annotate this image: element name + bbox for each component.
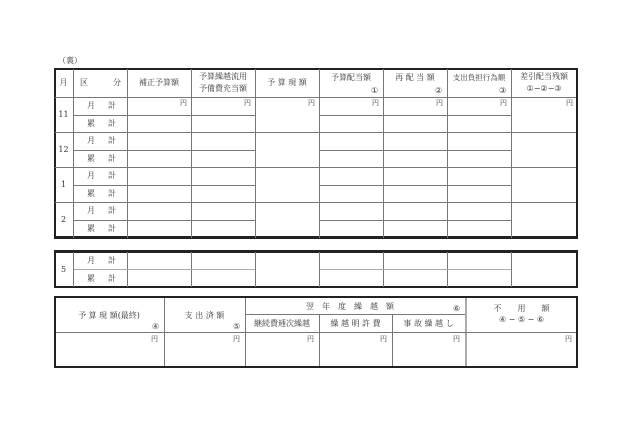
grid-line	[55, 202, 576, 203]
header-commitment-mark: ③	[499, 86, 507, 95]
header-commitment: 支出負担行為額	[452, 73, 506, 82]
grid-line	[255, 252, 256, 287]
grid-line	[320, 269, 511, 270]
row-label-cumulative: 累	[87, 189, 95, 198]
grid-line	[383, 69, 384, 238]
header-transfer-line1: 予算繰越流用	[199, 72, 247, 81]
row-label-cumulative: 計	[108, 119, 116, 128]
month-2: 2	[60, 215, 67, 224]
header-final-budget: 予 算 現 額(最終)	[78, 311, 140, 320]
row-label-monthly: 月	[87, 206, 95, 215]
row-label-monthly: 計	[108, 136, 116, 145]
yen-unit: 円	[244, 99, 251, 107]
row-label-monthly: 計	[108, 101, 116, 110]
header-unused: 不 用 額	[493, 304, 550, 313]
yen-unit: 円	[372, 99, 379, 107]
month-11: 11	[58, 110, 69, 119]
grid-line	[447, 69, 448, 238]
grid-line	[320, 185, 511, 186]
header-unused-formula: ④ − ⑤ − ⑥	[498, 315, 545, 324]
row-label-monthly: 月	[87, 256, 95, 265]
grid-line	[511, 252, 512, 287]
header-reallocation-mark: ②	[435, 86, 443, 95]
row-label-cumulative: 累	[87, 274, 95, 283]
yen-unit: 円	[151, 335, 158, 343]
yen-unit: 円	[566, 99, 573, 107]
header-balance-line2: ①−②−③	[526, 84, 562, 93]
yen-unit: 円	[500, 99, 507, 107]
header-reallocation: 再 配 当 額	[395, 73, 435, 82]
grid-line	[73, 69, 74, 238]
row-label-monthly: 計	[108, 206, 116, 215]
header-supplementary-budget: 補正予算額	[139, 78, 179, 87]
grid-line	[191, 69, 192, 238]
header-transfer-line2: 予備費充当額	[199, 84, 247, 93]
yen-unit: 円	[565, 335, 572, 343]
grid-line	[74, 150, 255, 151]
yen-unit: 円	[307, 335, 314, 343]
header-accident-carryover: 事 故 繰 越 し	[403, 319, 454, 328]
grid-line	[246, 314, 465, 315]
yen-unit: 円	[453, 335, 460, 343]
row-label-monthly: 計	[108, 171, 116, 180]
row-label-cumulative: 計	[108, 154, 116, 163]
header-carryover: 翌 年 度 繰 越 額	[306, 302, 394, 311]
header-allocation-mark: ①	[371, 86, 379, 95]
row-label-monthly: 月	[87, 136, 95, 145]
grid-line	[55, 167, 576, 168]
header-continuing-expense: 継続費逓次繰越	[254, 319, 310, 328]
grid-line	[127, 69, 128, 238]
yen-unit: 円	[380, 335, 387, 343]
header-explicit-carryover: 繰 越 明 許 費	[330, 319, 381, 328]
grid-line	[511, 69, 512, 238]
yen-unit: 円	[436, 99, 443, 107]
month-5: 5	[60, 265, 67, 274]
header-allocation: 予算配当額	[331, 73, 371, 82]
row-label-monthly: 計	[108, 256, 116, 265]
grid-line	[55, 132, 576, 133]
grid-line	[255, 69, 256, 238]
grid-line	[319, 69, 320, 238]
header-current-budget: 予 算 現 額	[267, 78, 307, 87]
header-month: 月	[59, 78, 68, 87]
grid-line	[320, 220, 511, 221]
yen-unit: 円	[233, 335, 240, 343]
header-category-b: 分	[113, 78, 121, 87]
header-final-budget-mark: ④	[152, 322, 160, 331]
row-label-cumulative: 計	[108, 274, 116, 283]
grid-line	[74, 115, 255, 116]
grid-line	[74, 185, 255, 186]
header-spent-mark: ⑤	[233, 322, 241, 331]
month-12: 12	[58, 145, 69, 154]
yen-unit: 円	[180, 99, 187, 107]
grid-line	[74, 220, 255, 221]
row-label-monthly: 月	[87, 171, 95, 180]
page-side-label: （裏）	[58, 56, 82, 65]
row-label-cumulative: 累	[87, 224, 95, 233]
row-label-cumulative: 計	[108, 189, 116, 198]
yen-unit: 円	[308, 99, 315, 107]
row-label-cumulative: 累	[87, 119, 95, 128]
grid-line	[55, 97, 576, 98]
header-balance-line1: 差引配当残額	[520, 72, 568, 81]
grid-line	[320, 150, 511, 151]
row-label-monthly: 月	[87, 101, 95, 110]
header-carryover-mark: ⑥	[453, 304, 461, 313]
header-spent: 支 出 済 額	[184, 311, 225, 320]
grid-line	[74, 269, 255, 270]
header-category-a: 区	[80, 78, 88, 87]
grid-line	[56, 332, 576, 333]
grid-line	[320, 115, 511, 116]
month-1: 1	[60, 180, 67, 189]
row-label-cumulative: 累	[87, 154, 95, 163]
row-label-cumulative: 計	[108, 224, 116, 233]
